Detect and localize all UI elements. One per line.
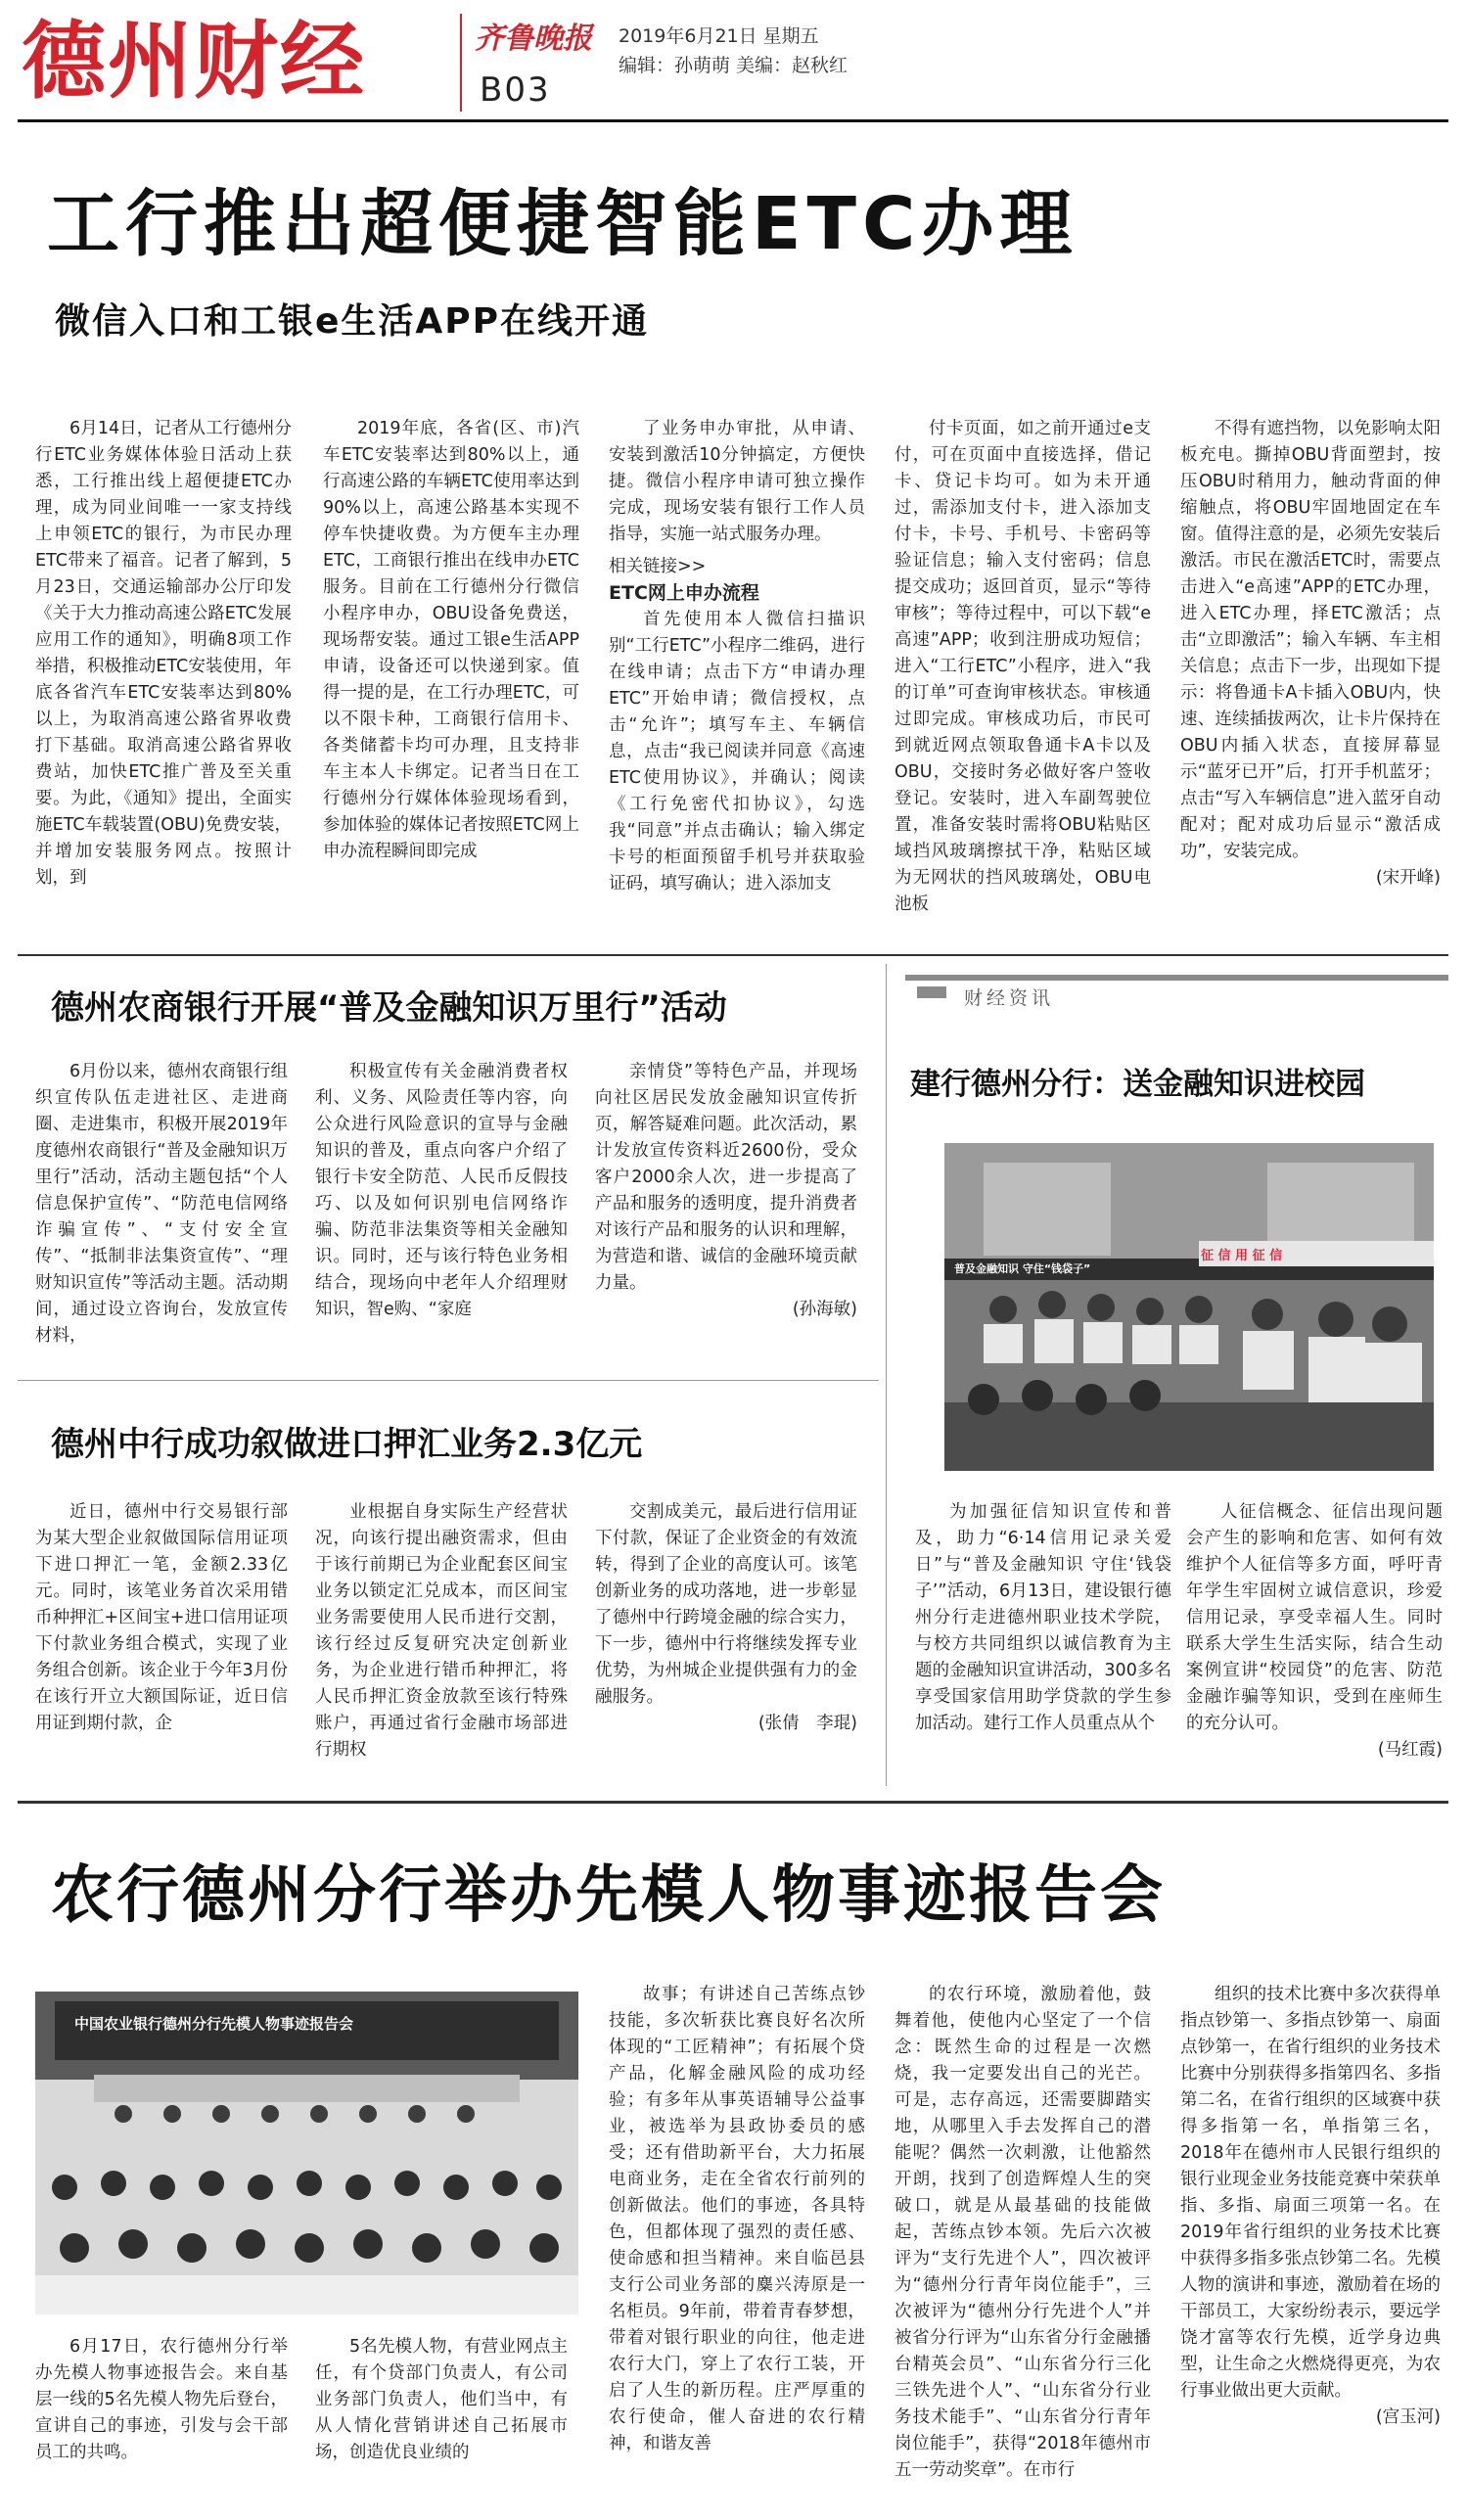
article3-col3-text: 交割成美元，最后进行信用证下付款，保证了企业资金的有效流转，得到了企业的高度认可。该笔创新业务的成功落地，进一步彰显了德州中行跨境金融的综合实力，下一步，德州中行将继续发挥专业优势，为州城企业提供强有力的金融服务。 (595, 1502, 857, 1707)
sidebar-col1-text: 为加强征信知识宣传和普及，助力“6·14信用记录关爱日”与“普及金融知识 守住‘钱袋子’”活动，6月13日，建设银行德州分行走进德州职业技术学院，与校方共同组织以诚信教育为主题的金融知识宣讲活动，300多名享受国家信用助学贷款的学生参加活动。建行工作人员重点从个 (915, 1502, 1171, 1733)
article2-byline: (孙海敏) (792, 1300, 857, 1319)
article1-headline: 工行推出超便捷智能ETC办理 (47, 182, 1078, 266)
article3-byline: (张倩 李琨) (757, 1714, 857, 1733)
article1-bottom-rule (18, 954, 1448, 956)
sidebar-divider (886, 964, 887, 1786)
sidebar-column-2 (1186, 1499, 1443, 1793)
related-link-label: 相关链接>> (609, 557, 707, 576)
article4-col1-text: 6月17日，农行德州分行举办先模人物事迹报告会。来自基层一线的5名先模人物先后登台，宣讲自己的事迹，引发与会干部员工的共鸣。 (35, 2337, 288, 2462)
news-tag-label: 财经资讯 (964, 987, 1055, 1009)
abc-report-photo (35, 1992, 578, 2314)
news-tag-marker (917, 986, 946, 998)
article4-headline: 农行德州分行举办先模人物事迹报告会 (51, 1859, 1166, 1932)
article3-col1-text: 近日，德州中行交易银行部为某大型企业叙做国际信用证项下进口押汇一笔，金额2.33亿元。同时，该笔业务首次采用错币种押汇+区间宝+进口信用证项下付款业务组合模式，实现了业务组合创新。该企业于今年3月份在该行开立大额国际证，近日信用证到期付款，企 (35, 1502, 288, 1733)
article1-subhead: 微信入口和工银e生活APP在线开通 (55, 301, 650, 342)
article1-col2-text: 2019年底，各省(区、市)汽车ETC安装率达到80%以上，通行高速公路的车辆ETC使用率达到90%以上，高速公路基本实现不停车快捷收费。为方便车主办理ETC，工商银行推出在线申办ETC服务。目前在工行德州分行微信小程序申办，OBU设备免费送，现场帮安装。通过工银e生活APP申请，设备还可以快递到家。值得一提的是，在工行办理ETC，可以不限卡种，工商银行信用卡、各类储蓄卡均可办理，且支持非车主本人卡绑定。记者当日在工行德州分行媒体体验现场看到，参加体验的媒体记者按照ETC网上申办流程瞬间即完成 (323, 419, 579, 861)
editor-credit: 编辑：孙萌萌 美编：赵秋红 (619, 55, 849, 76)
article1-column-2 (323, 416, 579, 944)
page-number: B03 (480, 70, 551, 110)
article3-column-1 (35, 1499, 288, 1793)
article1-column-3 (609, 416, 865, 944)
article4-col5-text: 组织的技术比赛中多次获得单指点钞第一、多指点钞第一、扇面点钞第一，在省行组织的业务技术比赛中分别获得多指第四名、多指第二名，在省行组织的区域赛中获得多指第一名，单指第三名，2018年在德州市人民银行组织的银行业现金业务技能竞赛中荣获单指、多指、扇面三项第一名。在2019年省行组织的业务技术比赛中获得多指多张点钞第二名。先模人物的演讲和事迹，激励着在场的干部员工，大家纷纷表示，要远学饶才富等农行先模，近学身边典型，让生命之火燃烧得更亮，为农行事业做出更大贡献。 (1180, 1985, 1441, 2401)
section-name: 德州财经 (22, 12, 366, 111)
article3-col2-text: 业根据自身实际生产经营状况，向该行提出融资需求，但由于该行前期已为企业配套区间宝业务以锁定汇兑成本，而区间宝业务需要使用人民币进行交割，该行经过反复研究决定创新业务，为企业进行错币种押汇，将人民币押汇资金放款至该行特殊账户，再通过省行金融市场部进行期权 (315, 1502, 568, 1760)
article1-column-1 (35, 416, 292, 944)
article3-bottom-rule (18, 1801, 1448, 1804)
article1-col3-text: 了业务申办审批，从申请、安装到激活10分钟搞定，方便快捷。微信小程序申请可独立操作完成，现场安装有银行工作人员指导，实施一站式服务办理。 (609, 419, 865, 544)
article2-column-2 (315, 1059, 568, 1372)
article4-column-2 (315, 2334, 568, 2515)
ccb-photo-sign: 征 信 用 征 信 (1201, 1249, 1283, 1263)
sidebar-byline: (马红霞) (1377, 1740, 1443, 1760)
article2-column-3 (595, 1059, 857, 1372)
article4-column-3 (609, 1982, 865, 2515)
article2-bottom-rule (18, 1380, 879, 1381)
sidebar-headline: 建行德州分行：送金融知识进校园 (910, 1067, 1365, 1102)
article3-column-3 (595, 1499, 857, 1793)
article3-headline: 德州中行成功叙做进口押汇业务2.3亿元 (51, 1425, 643, 1464)
article2-column-1 (35, 1059, 288, 1372)
masthead-divider (460, 14, 462, 112)
abc-photo-banner: 中国农业银行德州分行先模人物事迹报告会 (74, 2015, 354, 2033)
article4-column-1 (35, 2334, 288, 2515)
article3-column-2 (315, 1499, 568, 1793)
related-link-title: ETC网上申办流程 (609, 582, 759, 604)
sidebar-column-1 (915, 1499, 1171, 1793)
article4-col4-text: 的农行环境，激励着他，鼓舞着他，使他内心坚定了一个信念：既然生命的过程是一次燃烧，我一定要发出自己的光芒。可是，志存高远，还需要脚踏实地，从哪里入手去发挥自己的潜能呢？偶然一次刺激，让他豁然开朗，找到了创造辉煌人生的突破口，就是从最基础的技能做起，苦练点钞本领。先后六次被评为“支行先进个人”，四次被评为“德州分行青年岗位能手”，三次被评为“德州分行先进个人”并被省分行评为“山东省分行金融播台精英会员”、“山东省分行三化三铁先进个人”、“山东省分行业务技术能手”、“山东省分行青年岗位能手”，获得“2018年德州市五一劳动奖章”。在市行 (895, 1985, 1151, 2480)
article1-col5-text: 不得有遮挡物，以免影响太阳板充电。撕掉OBU背面塑封，按压OBU时稍用力，触动背面的伸缩触点，将OBU牢固地固定在车窗。值得注意的是，必须先安装后激活。市民在激活ETC时，需要点击进入“e高速”APP的ETC办理，进入ETC办理，择ETC激活；点击“立即激活”；输入车辆、车主相关信息；点击下一步，出现如下提示：将鲁通卡A卡插入OBU内，快速、连续插拔两次，让卡片保持在OBU内插入状态，直接屏幕显示“蓝牙已开”后，打开手机蓝牙；点击“写入车辆信息”进入蓝牙自动配对；配对成功后显示“激活成功”，安装完成。 (1180, 419, 1441, 861)
article4-byline: (宫玉河) (1375, 2407, 1441, 2427)
news-tag (905, 975, 1448, 1009)
top-rule (18, 119, 1448, 122)
article4-column-5 (1180, 1982, 1441, 2515)
ccb-photo-illustration (944, 1143, 1434, 1471)
article4-col3-text: 故事；有讲述自己苦练点钞技能，多次斩获比赛良好名次所体现的“工匠精神”；有拓展个贷产品，化解金融风险的成功经验；有多年从事英语辅导公益事业，被选举为县政协委员的感受；还有借助新平台，大力拓展电商业务，走在全省农行前列的创新做法。他们的事迹，各具特色，但都体现了强烈的责任感、使命感和担当精神。来自临邑县支行公司业务部的麋兴涛原是一名柜员。9年前，带着青春梦想，带着对银行职业的向往，他走进农行大门，穿上了农行工装，开启了人生的新历程。庄严厚重的农行使命，催人奋进的农行精神，和谐友善 (609, 1985, 865, 2453)
paper-logo: 齐鲁晚报 (475, 22, 592, 56)
article1-col4-text: 付卡页面，如之前开通过e支付，可在页面中直接选择，借记卡、贷记卡均可。如为未开通过，需添加支付卡，进入添加支付卡，卡号、手机号、卡密码等验证信息；输入支付密码；信息提交成功；返回首页，显示“等待审核”；等待过程中，可以下载“e高速”APP；收到注册成功短信；进入“工行ETC”小程序，进入“我的订单”可查询审核状态。审核通过即完成。审核成功后，市民可到就近网点领取鲁通卡A卡以及OBU，交接时务必做好客户签收登记。安装时，进入车副驾驶位置，准备安装时需将OBU粘贴区域挡风玻璃擦拭干净，粘贴区域为无网状的挡风玻璃处，OBU电池板 (895, 419, 1151, 914)
article1-byline: (宋开峰) (1375, 868, 1441, 888)
abc-photo-illustration (35, 1992, 578, 2314)
article1-col1-text: 6月14日，记者从工行德州分行ETC业务媒体体验日活动上获悉，工行推出线上超便捷ETC办理，成为同业间唯一一家支持线上申领ETC的银行，为市民办理ETC带来了福音。记者了解到，5月23日，交通运输部办公厅印发《关于大力推动高速公路ETC发展应用工作的通知》，明确8项工作举措，积极推动ETC安装使用，年底各省汽车ETC安装率达到80%以上，为取消高速公路省界收费打下基础。取消高速公路省界收费站，加快ETC推广普及至关重要。为此，《通知》提出，全面实施ETC车载装置(OBU)免费安装，并增加安装服务网点。按照计划，到 (35, 419, 292, 888)
article4-col2-text: 5名先模人物，有营业网点主任，有个贷部门负责人，有公司业务部门负责人，他们当中，有从人情化营销讲述自己拓展市场，创造优良业绩的 (315, 2337, 568, 2462)
article1-column-4 (895, 416, 1151, 944)
article4-column-4 (895, 1982, 1151, 2515)
issue-date: 2019年6月21日 星期五 (619, 25, 819, 47)
ccb-campus-photo (944, 1143, 1434, 1471)
ccb-photo-banner: 普及金融知识 守住“钱袋子” (954, 1262, 1091, 1275)
article1-column-5 (1180, 416, 1441, 944)
article2-col2-text: 积极宣传有关金融消费者权利、义务、风险责任等内容，向公众进行风险意识的宣导与金融知识的普及，重点向客户介绍了银行卡安全防范、人民币反假技巧、以及如何识别电信网络诈骗、防范非法集资等相关金融知识。同时，还与该行特色业务相结合，现场向中老年人介绍理财知识，智e购、“家庭 (315, 1062, 568, 1319)
article2-col1-text: 6月份以来，德州农商银行组织宣传队伍走进社区、走进商圈、走进集市，积极开展2019年度德州农商银行“普及金融知识万里行”活动，活动主题包括“个人信息保护宣传”、“防范电信网络诈骗宣传”、“支付安全宣传”、“抵制非法集资宣传”、“理财知识宣传”等活动主题。活动期间，通过设立咨询台，发放宣传材料， (35, 1062, 288, 1346)
article2-col3-text: 亲情贷”等特色产品，并现场向社区居民发放金融知识宣传折页，解答疑难问题。此次活动，累计发放宣传资料近2600份，受众客户2000余人次，进一步提高了产品和服务的透明度，提升消费者对该行产品和服务的认识和理解，为营造和谐、诚信的金融环境贡献力量。 (595, 1062, 857, 1293)
masthead (0, 0, 1468, 127)
sidebar-col2-text: 人征信概念、征信出现问题会产生的影响和危害、如何有效维护个人征信等多方面，呼吁青年学生牢固树立诚信意识，珍爱信用记录，享受幸福人生。同时联系大学生生活实际，结合生动案例宣讲“校园贷”的危害、防范金融诈骗等知识，受到在座师生的充分认可。 (1186, 1502, 1443, 1733)
related-link-text: 首先使用本人微信扫描识别“工行ETC”小程序二维码，进行在线申请；点击下方“申请办理ETC”开始申请；微信授权，点击“允许”；填写车主、车辆信息，点击“我已阅读并同意《高速ETC使用协议》，并确认；阅读《工行免密代扣协议》，勾选我“同意”并点击确认；输入绑定卡号的柜面预留手机号并获取验证码，填写确认；进入添加支 (609, 610, 865, 893)
article2-headline: 德州农商银行开展“普及金融知识万里行”活动 (51, 988, 727, 1028)
